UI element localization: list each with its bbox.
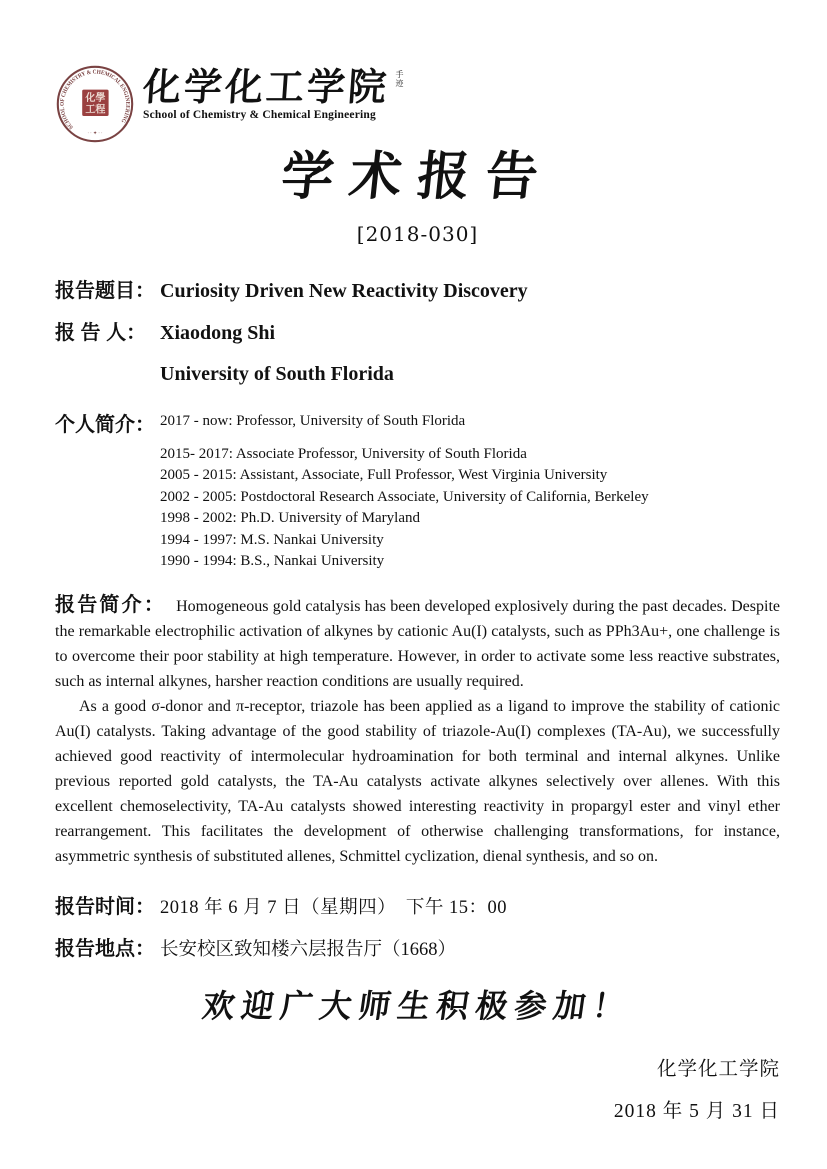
calligrapher-signature-mark: 手迹	[395, 70, 405, 88]
bio-list	[160, 408, 649, 573]
venue-label: 报告地点：	[55, 937, 155, 960]
bio-line: 1994 - 1997: M.S. Nankai University	[160, 531, 384, 548]
seal-bottom-dots: · · ✦ · ·	[87, 131, 103, 137]
bio-line: 2005 - 2015: Assistant, Associate, Full Professor, West Virginia University	[160, 467, 608, 483]
issue-number: [2018-030]	[356, 222, 479, 246]
school-name-cn: 化学化工学院	[141, 67, 391, 109]
abstract-text-1: Homogeneous gold catalysis has been developed explosively during the past decades. Despite the remarkable electrophilic activation of alkynes by cationic Au(I) catalysts, such as PPh3Au+, one challenge is to overcome their poor stability at high temperature. However, in order to activate some less reactive substrates, such as internal alkynes, harsher reaction conditions are usually required.	[55, 597, 780, 690]
signature-date: 2018 年 5 月 31 日	[613, 1100, 780, 1122]
page-title: 学术报告	[278, 149, 557, 206]
bio-line: 1998 - 2002: Ph.D. University of Maryland	[160, 510, 420, 526]
abstract-paragraph-1	[55, 593, 780, 694]
speaker-row	[55, 316, 780, 345]
signature-block	[55, 1053, 780, 1123]
bio-line: 2002 - 2005: Postdoctoral Research Associate, University of California, Berkeley	[160, 488, 649, 505]
time-value: 2018 年 6 月 7 日（星期四） 下午 15：00	[160, 897, 508, 918]
school-name-en: School of Chemistry & Chemical Engineering	[143, 109, 376, 121]
topic-row	[55, 274, 780, 303]
seal-ring-text: SCHOOL OF CHEMISTRY & CHEMICAL ENGINEERING	[59, 69, 131, 131]
signature-organization: 化学化工学院	[656, 1058, 780, 1080]
abstract-label: 报告简介：	[55, 593, 167, 616]
abstract-section	[55, 593, 780, 869]
school-name-block	[143, 64, 404, 121]
venue-value: 长安校区致知楼六层报告厅（1668）	[160, 939, 457, 960]
topic-label: 报告题目：	[55, 280, 155, 302]
school-logo-block	[55, 0, 780, 144]
time-label: 报告时间：	[55, 895, 155, 918]
topic-value: Curiosity Driven New Reactivity Discovery	[160, 280, 528, 302]
speaker-value: Xiaodong Shi	[160, 322, 276, 344]
seal-stamp-line2: 工程	[85, 104, 106, 116]
venue-row	[55, 932, 780, 961]
bio-line: 2017 - now: Professor, University of South Florida	[160, 413, 466, 429]
bio-label: 个人简介：	[55, 414, 155, 436]
school-seal-icon	[55, 64, 135, 144]
time-row	[55, 890, 780, 919]
bio-line: 2015- 2017: Associate Professor, University of South Florida	[160, 445, 527, 462]
abstract-paragraph-2: As a good σ-donor and π-receptor, triazole has been applied as a ligand to improve the stability of cationic Au(I) catalysts. Taking advantage of the good stability of triazole-Au(I) complexes (TA-Au), we successfully achieved good reactivity of intermolecular hydroamination for both terminal and internal alkynes. Unlike previous reported gold catalysts, the TA-Au catalysts activate alkynes selectively over allenes. With this excellent chemoselectivity, TA-Au catalysts showed interesting reactivity in propargyl ester and vinyl ether rearrangement. This facilitates the development of otherwise challenging transformations, for instance, asymmetric synthesis of substituted allenes, Schmittel cyclization, dienal synthesis, and so on.	[55, 697, 780, 865]
bio-row	[55, 408, 780, 573]
seal-stamp-line1: 化學	[85, 92, 106, 104]
bio-line: 1990 - 1994: B.S., Nankai University	[160, 553, 385, 569]
speaker-affiliation: University of South Florida	[160, 363, 394, 385]
welcome-message: 欢迎广大师生积极参加！	[200, 987, 635, 1024]
speaker-label: 报 告 人：	[55, 322, 147, 344]
